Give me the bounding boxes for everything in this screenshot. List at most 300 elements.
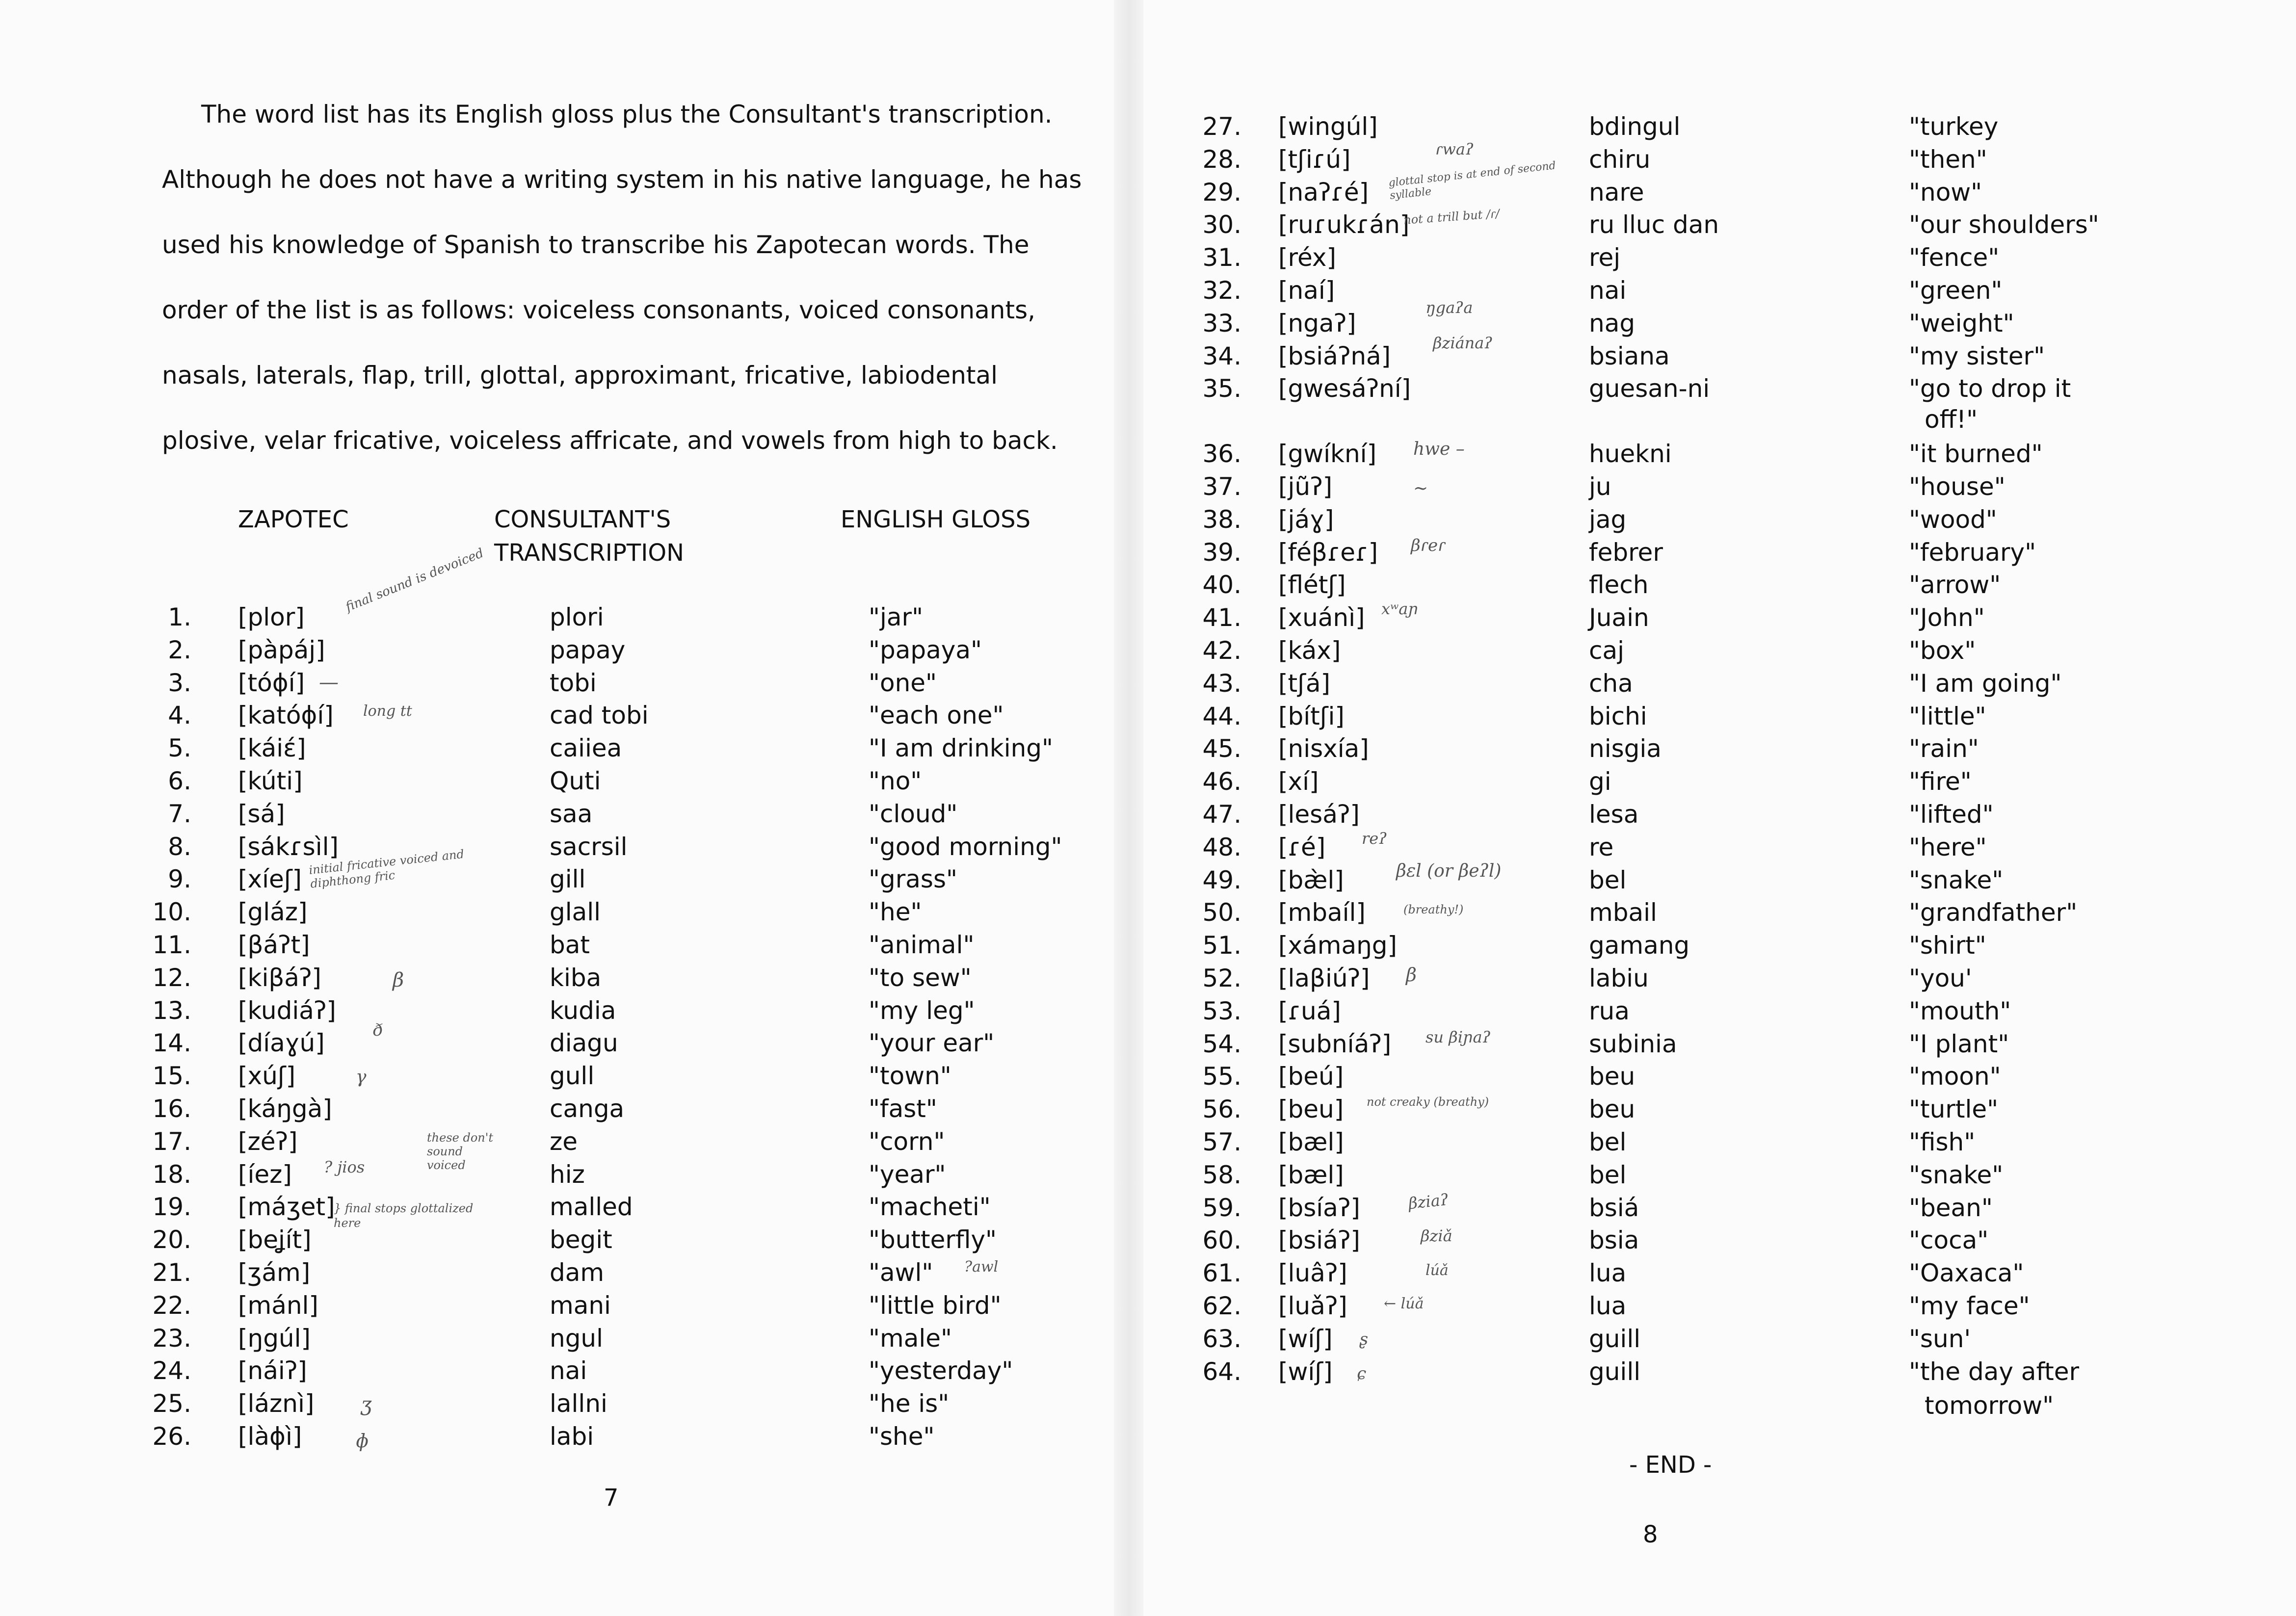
end-mark: - END - (1629, 1451, 1712, 1479)
english-gloss: "he is" (869, 1389, 950, 1418)
entry-number: 7. (168, 799, 191, 828)
zapotec-ipa: [beʝít] (238, 1225, 312, 1254)
entry-number: 31. (1202, 243, 1241, 272)
entry-number: 24. (152, 1356, 191, 1385)
zapotec-ipa: [gwesáʔní] (1278, 374, 1411, 403)
zapotec-ipa: [íez] (238, 1160, 292, 1189)
zapotec-ipa: [beú] (1278, 1062, 1344, 1091)
zapotec-ipa: [wingúl] (1278, 112, 1378, 141)
english-gloss: "little" (1909, 702, 1986, 730)
english-gloss: "my sister" (1909, 341, 2045, 370)
consultant-transcription: dam (550, 1258, 605, 1287)
entry-number: 57. (1202, 1128, 1241, 1156)
consultant-transcription: bsiana (1589, 341, 1670, 370)
handwritten-note: these don't sound voiced (427, 1131, 493, 1172)
consultant-transcription: glall (550, 898, 601, 927)
zapotec-ipa: [wíʃ] (1278, 1324, 1333, 1353)
zapotec-ipa: [tʃá] (1278, 669, 1331, 698)
entry-number: 12. (152, 963, 191, 992)
entry-number: 25. (152, 1389, 191, 1418)
consultant-transcription: bsiá (1589, 1193, 1639, 1222)
zapotec-ipa: [ɾé] (1278, 833, 1326, 861)
english-gloss: "Oaxaca" (1909, 1259, 2024, 1288)
consultant-transcription: huekni (1589, 440, 1672, 469)
english-gloss: "now" (1909, 178, 1982, 207)
zapotec-ipa: [katóɸí] (238, 701, 334, 730)
handwritten-note: βziǎ (1421, 1226, 1452, 1245)
entry-number: 43. (1202, 669, 1241, 698)
handwritten-note: ?awl (964, 1258, 999, 1276)
entry-number: 50. (1202, 898, 1241, 927)
consultant-transcription: gamang (1589, 931, 1690, 960)
consultant-transcription: tobi (550, 668, 597, 697)
entry-number: 37. (1202, 472, 1241, 501)
header-consultant-transcription: CONSULTANT'S TRANSCRIPTION (494, 506, 685, 567)
entry-number: 15. (152, 1062, 191, 1091)
entry-number: 33. (1202, 309, 1241, 338)
english-gloss: "animal" (869, 931, 975, 959)
book-gutter (1114, 0, 1143, 1616)
entry-number: 46. (1202, 767, 1241, 796)
zapotec-ipa: [zéʔ] (238, 1127, 298, 1156)
zapotec-ipa: [ngaʔ] (1278, 309, 1356, 338)
consultant-transcription: guesan-ni (1589, 374, 1710, 403)
consultant-transcription: beu (1589, 1095, 1636, 1124)
english-gloss: "good morning" (869, 832, 1062, 861)
handwritten-note: γ (356, 1067, 367, 1087)
consultant-transcription: papay (550, 635, 626, 664)
entry-number: 55. (1202, 1062, 1241, 1091)
english-gloss: "lifted" (1909, 800, 1994, 829)
zapotec-ipa: [xuánì] (1278, 603, 1365, 632)
english-gloss: "sun' (1909, 1324, 1971, 1353)
handwritten-note: ɕ (1357, 1364, 1367, 1383)
entry-number: 59. (1202, 1193, 1241, 1222)
english-gloss: "weight" (1909, 309, 2014, 338)
entry-number: 34. (1202, 341, 1241, 370)
handwritten-note: initial fricative voiced and diphthong fric (308, 847, 465, 891)
english-gloss: "my leg" (869, 996, 975, 1025)
consultant-transcription: Quti (550, 767, 601, 795)
consultant-transcription: kudia (550, 996, 616, 1025)
consultant-transcription: saa (550, 799, 593, 828)
intro-line: nasals, laterals, flap, trill, glottal, approximant, fricative, labiodental (162, 361, 998, 390)
entry-number: 47. (1202, 800, 1241, 829)
english-gloss: "moon" (1909, 1062, 2001, 1091)
entry-number: 30. (1202, 210, 1241, 239)
english-gloss: "rain" (1909, 734, 1979, 763)
english-gloss: "mouth" (1909, 996, 2011, 1025)
consultant-transcription: Juain (1589, 603, 1649, 632)
entry-number: 32. (1202, 276, 1241, 305)
consultant-transcription: guill (1589, 1357, 1641, 1386)
zapotec-ipa: [bsíaʔ] (1278, 1193, 1360, 1222)
entry-number: 9. (168, 865, 191, 894)
english-gloss: "I am going" (1909, 669, 2062, 698)
zapotec-ipa: [gwíkní] (1278, 440, 1377, 469)
zapotec-ipa: [mánl] (238, 1291, 318, 1320)
english-gloss: "coca" (1909, 1226, 1989, 1255)
english-gloss: "awl" (869, 1258, 933, 1287)
consultant-transcription: nai (1589, 276, 1627, 305)
entry-number: 54. (1202, 1029, 1241, 1058)
zapotec-ipa: [kiβáʔ] (238, 963, 321, 992)
consultant-transcription: rua (1589, 996, 1630, 1025)
zapotec-ipa: [kúti] (238, 767, 303, 795)
intro-line: The word list has its English gloss plus the Consultant's transcription. (201, 100, 1053, 129)
english-gloss: "turkey (1909, 112, 1999, 141)
consultant-transcription: diagu (550, 1029, 618, 1058)
english-gloss: "wood" (1909, 505, 1997, 534)
intro-line: used his knowledge of Spanish to transcribe his Zapotecan words. The (162, 231, 1029, 259)
intro-line: plosive, velar fricative, voiceless affricate, and vowels from high to back. (162, 426, 1058, 455)
entry-number: 41. (1202, 603, 1241, 632)
intro-line: Although he does not have a writing system in his native language, he has (162, 165, 1082, 194)
english-gloss: "it burned" (1909, 440, 2043, 469)
zapotec-ipa: [plor] (238, 603, 305, 631)
entry-number: 2. (168, 635, 191, 664)
handwritten-note: reʔ (1362, 829, 1387, 848)
zapotec-ipa: [kudiáʔ] (238, 996, 336, 1025)
zapotec-ipa: [bæl] (1278, 1128, 1344, 1156)
zapotec-ipa: [xúʃ] (238, 1062, 296, 1091)
handwritten-note: ɸ (356, 1430, 369, 1452)
zapotec-ipa: [káiɛ́] (238, 734, 306, 763)
consultant-transcription: bichi (1589, 702, 1647, 730)
entry-number: 48. (1202, 833, 1241, 861)
english-gloss: "fence" (1909, 243, 2000, 272)
zapotec-ipa: [wíʃ] (1278, 1357, 1333, 1386)
consultant-transcription: nisgia (1589, 734, 1662, 763)
consultant-transcription: ju (1589, 472, 1611, 501)
zapotec-ipa: [lesáʔ] (1278, 800, 1360, 829)
consultant-transcription: jag (1589, 505, 1627, 534)
handwritten-note: hwe – (1413, 439, 1465, 459)
consultant-transcription: flech (1589, 571, 1649, 599)
zapotec-ipa: [mbaíl] (1278, 898, 1366, 927)
zapotec-ipa: [nisxía] (1278, 734, 1369, 763)
consultant-transcription: re (1589, 833, 1614, 861)
consultant-transcription: gull (550, 1062, 595, 1091)
zapotec-ipa: [xíeʃ] (238, 865, 302, 894)
english-gloss: "he" (869, 898, 922, 927)
entry-number: 5. (168, 734, 191, 763)
zapotec-ipa: [tʃiɾú] (1278, 145, 1351, 174)
zapotec-ipa: [láznì] (238, 1389, 315, 1418)
consultant-transcription: lua (1589, 1292, 1627, 1320)
entry-number: 39. (1202, 538, 1241, 567)
consultant-transcription: bel (1589, 1160, 1627, 1189)
zapotec-ipa: [naí] (1278, 276, 1335, 305)
consultant-transcription: kiba (550, 963, 602, 992)
consultant-transcription: labi (550, 1422, 594, 1451)
consultant-transcription: hiz (550, 1160, 585, 1189)
consultant-transcription: cad tobi (550, 701, 649, 730)
entry-number: 11. (152, 931, 191, 959)
english-gloss: "male" (869, 1324, 952, 1353)
consultant-transcription: beu (1589, 1062, 1636, 1091)
consultant-transcription: labiu (1589, 964, 1649, 992)
consultant-transcription: ngul (550, 1324, 604, 1353)
entry-number: 40. (1202, 571, 1241, 599)
english-gloss: "I plant" (1909, 1029, 2009, 1058)
handwritten-note: } final stops glottalized here (334, 1201, 474, 1230)
consultant-transcription: cha (1589, 669, 1633, 698)
handwritten-note: lúǎ (1425, 1262, 1449, 1279)
consultant-transcription: caiiea (550, 734, 622, 763)
zapotec-ipa: [làɸì] (238, 1422, 302, 1451)
entry-number: 61. (1202, 1259, 1241, 1288)
consultant-transcription: canga (550, 1095, 625, 1123)
consultant-transcription: nare (1589, 178, 1644, 207)
handwritten-note: β (393, 969, 404, 991)
english-gloss: "bean" (1909, 1193, 1993, 1222)
entry-number: 38. (1202, 505, 1241, 534)
zapotec-ipa: [luâʔ] (1278, 1259, 1347, 1288)
zapotec-ipa: [xámaŋg] (1278, 931, 1398, 960)
page-number-left: 7 (604, 1484, 619, 1512)
zapotec-ipa: [flétʃ] (1278, 571, 1346, 599)
consultant-transcription: malled (550, 1193, 633, 1222)
zapotec-ipa: [bítʃi] (1278, 702, 1345, 730)
consultant-transcription: ru lluc dan (1589, 210, 1719, 239)
zapotec-ipa: [jáɣ] (1278, 505, 1334, 534)
entry-number: 63. (1202, 1324, 1241, 1353)
handwritten-note: ð (373, 1020, 383, 1040)
entry-number: 10. (152, 898, 191, 927)
english-gloss: "box" (1909, 636, 1976, 665)
zapotec-ipa: [tóɸí] (238, 668, 305, 697)
entry-number: 58. (1202, 1160, 1241, 1189)
english-gloss: "each one" (869, 701, 1004, 730)
entry-number: 44. (1202, 702, 1241, 730)
zapotec-ipa: [naʔɾé] (1278, 178, 1369, 207)
english-gloss: "arrow" (1909, 571, 2001, 599)
handwritten-note: ɾwaʔ (1435, 140, 1474, 158)
zapotec-ipa: [gláz] (238, 898, 308, 927)
zapotec-ipa: [jũʔ] (1278, 472, 1333, 501)
entry-number: 52. (1202, 964, 1241, 992)
english-gloss: "corn" (869, 1127, 945, 1156)
english-gloss: "one" (869, 668, 937, 697)
header-english-gloss: ENGLISH GLOSS (841, 506, 1031, 533)
english-gloss: "snake" (1909, 1160, 2004, 1189)
entry-number: 64. (1202, 1357, 1241, 1386)
english-gloss: "the day after (1909, 1357, 2080, 1386)
entry-number: 49. (1202, 865, 1241, 894)
header-zapotec: ZAPOTEC (238, 506, 349, 533)
handwritten-note: not a trill but /ɾ/ (1403, 207, 1500, 227)
consultant-transcription: nag (1589, 309, 1636, 338)
entry-number: 35. (1202, 374, 1241, 403)
consultant-transcription: caj (1589, 636, 1625, 665)
english-gloss: "she" (869, 1422, 935, 1451)
zapotec-ipa: [káx] (1278, 636, 1341, 665)
zapotec-ipa: [réx] (1278, 243, 1336, 272)
zapotec-ipa: [díaɣú] (238, 1029, 325, 1058)
english-gloss: "go to drop it (1909, 374, 2071, 403)
entry-number: 4. (168, 701, 191, 730)
english-gloss: "little bird" (869, 1291, 1002, 1320)
zapotec-ipa: [ɾuá] (1278, 996, 1341, 1025)
zapotec-ipa: [bsiáʔ] (1278, 1226, 1360, 1255)
consultant-transcription: lesa (1589, 800, 1639, 829)
entry-number: 53. (1202, 996, 1241, 1025)
handwritten-note: glottal stop is at end of second syllable (1388, 159, 1557, 202)
handwritten-note: βziánaʔ (1433, 334, 1493, 352)
entry-number: 18. (152, 1160, 191, 1189)
entry-number: 42. (1202, 636, 1241, 665)
zapotec-ipa: [ʒám] (238, 1258, 311, 1287)
handwritten-note: ~ (1413, 478, 1428, 498)
english-gloss: "your ear" (869, 1029, 995, 1058)
english-gloss: "february" (1909, 538, 2036, 567)
entry-number: 45. (1202, 734, 1241, 763)
entry-number: 21. (152, 1258, 191, 1287)
consultant-transcription: febrer (1589, 538, 1663, 567)
english-gloss: "I am drinking" (869, 734, 1054, 763)
entry-number: 6. (168, 767, 191, 795)
english-gloss: "cloud" (869, 799, 958, 828)
zapotec-ipa: [bsiáʔná] (1278, 341, 1391, 370)
english-gloss: "John" (1909, 603, 1985, 632)
zapotec-ipa: [subníáʔ] (1278, 1029, 1392, 1058)
consultant-transcription: lua (1589, 1259, 1627, 1288)
consultant-transcription: plori (550, 603, 604, 631)
entry-number: 27. (1202, 112, 1241, 141)
handwritten-note: — (319, 671, 339, 694)
english-gloss: "fast" (869, 1095, 937, 1123)
zapotec-ipa: [ruɾukɾán] (1278, 210, 1410, 239)
consultant-transcription: sacrsil (550, 832, 628, 861)
consultant-transcription: mani (550, 1291, 611, 1320)
english-gloss: "yesterday" (869, 1356, 1013, 1385)
consultant-transcription: bel (1589, 1128, 1627, 1156)
zapotec-ipa: [káŋgà] (238, 1095, 332, 1123)
english-gloss: "here" (1909, 833, 1987, 861)
english-gloss: "shirt" (1909, 931, 1986, 960)
english-gloss: "fire" (1909, 767, 1972, 796)
page-number-right: 8 (1643, 1521, 1658, 1548)
english-gloss: "turtle" (1909, 1095, 1999, 1124)
consultant-transcription: gi (1589, 767, 1611, 796)
consultant-transcription: subinia (1589, 1029, 1677, 1058)
handwritten-note: ? jios (324, 1158, 365, 1176)
zapotec-ipa: [náiʔ] (238, 1356, 307, 1385)
consultant-transcription: bsia (1589, 1226, 1639, 1255)
handwritten-note: βɾeɾ (1411, 536, 1446, 555)
consultant-transcription: bdingul (1589, 112, 1681, 141)
intro-paragraph (162, 98, 1082, 490)
english-gloss: "macheti" (869, 1193, 991, 1222)
entry-number: 1. (168, 603, 191, 631)
entry-number: 60. (1202, 1226, 1241, 1255)
consultant-transcription: ze (550, 1127, 578, 1156)
english-gloss: "no" (869, 767, 922, 795)
entry-number: 16. (152, 1095, 191, 1123)
english-gloss: "snake" (1909, 865, 2004, 894)
entry-number: 56. (1202, 1095, 1241, 1124)
english-gloss: "grass" (869, 865, 958, 894)
handwritten-note: long tt (363, 703, 412, 720)
zapotec-ipa: [ŋgúl] (238, 1324, 311, 1353)
english-gloss: "fish" (1909, 1128, 1976, 1156)
zapotec-ipa: [sá] (238, 799, 285, 828)
entry-number: 29. (1202, 178, 1241, 207)
entry-number: 14. (152, 1029, 191, 1058)
entry-number: 36. (1202, 440, 1241, 469)
handwritten-note: final sound is devoiced (343, 546, 486, 615)
english-gloss: "jar" (869, 603, 924, 631)
consultant-transcription: nai (550, 1356, 587, 1385)
english-gloss: "my face" (1909, 1292, 2030, 1320)
english-gloss: "to sew" (869, 963, 972, 992)
english-gloss: "butterfly" (869, 1225, 997, 1254)
entry-number: 19. (152, 1193, 191, 1222)
zapotec-ipa: [luǎʔ] (1278, 1292, 1347, 1320)
handwritten-note: su βiɲaʔ (1425, 1028, 1491, 1046)
handwritten-note: ʂ (1359, 1329, 1368, 1349)
english-gloss: "our shoulders" (1909, 210, 2099, 239)
zapotec-ipa: [xí] (1278, 767, 1319, 796)
entry-number: 17. (152, 1127, 191, 1156)
handwritten-note: βɛl (or βeʔl) (1396, 861, 1502, 881)
handwritten-note: xʷaɲ (1381, 599, 1418, 618)
handwritten-note: βziaʔ (1407, 1190, 1450, 1213)
zapotec-ipa: [pàpáj] (238, 635, 325, 664)
handwritten-note: β (1406, 964, 1417, 986)
english-gloss: "house" (1909, 472, 2006, 501)
zapotec-ipa: [βáʔt] (238, 931, 310, 959)
english-gloss: "then" (1909, 145, 1987, 174)
handwritten-note: ʒ (361, 1393, 372, 1416)
entry-number: 26. (152, 1422, 191, 1451)
english-gloss: "town" (869, 1062, 951, 1091)
english-gloss: "year" (869, 1160, 946, 1189)
entry-number: 22. (152, 1291, 191, 1320)
consultant-transcription: bat (550, 931, 590, 959)
zapotec-ipa: [féβɾeɾ] (1278, 538, 1378, 567)
consultant-transcription: gill (550, 865, 586, 894)
consultant-transcription: rej (1589, 243, 1621, 272)
consultant-transcription: lallni (550, 1389, 607, 1418)
consultant-transcription: guill (1589, 1324, 1641, 1353)
zapotec-ipa: [máʒet] (238, 1193, 335, 1222)
consultant-transcription: chiru (1589, 145, 1651, 174)
consultant-transcription: mbail (1589, 898, 1657, 927)
zapotec-ipa: [beu] (1278, 1095, 1344, 1124)
handwritten-note: (breathy!) (1403, 903, 1464, 916)
handwritten-note: ← lúǎ (1384, 1295, 1424, 1312)
zapotec-ipa: [sákɾsìl] (238, 832, 339, 861)
english-gloss: "you' (1909, 964, 1972, 992)
entry-number: 51. (1202, 931, 1241, 960)
english-gloss: "green" (1909, 276, 2003, 305)
english-gloss: "grandfather" (1909, 898, 2078, 927)
entry-number: 8. (168, 832, 191, 861)
zapotec-ipa: [bæ̀l] (1278, 865, 1344, 894)
consultant-transcription: bel (1589, 865, 1627, 894)
zapotec-ipa: [laβiúʔ] (1278, 964, 1370, 992)
intro-line: order of the list is as follows: voiceless consonants, voiced consonants, (162, 296, 1036, 324)
handwritten-note: not creaky (breathy) (1367, 1095, 1489, 1109)
entry-number: 23. (152, 1324, 191, 1353)
entry-number: 13. (152, 996, 191, 1025)
english-gloss: "papaya" (869, 635, 982, 664)
entry-number: 20. (152, 1225, 191, 1254)
entry-number: 3. (168, 668, 191, 697)
consultant-transcription: begit (550, 1225, 612, 1254)
